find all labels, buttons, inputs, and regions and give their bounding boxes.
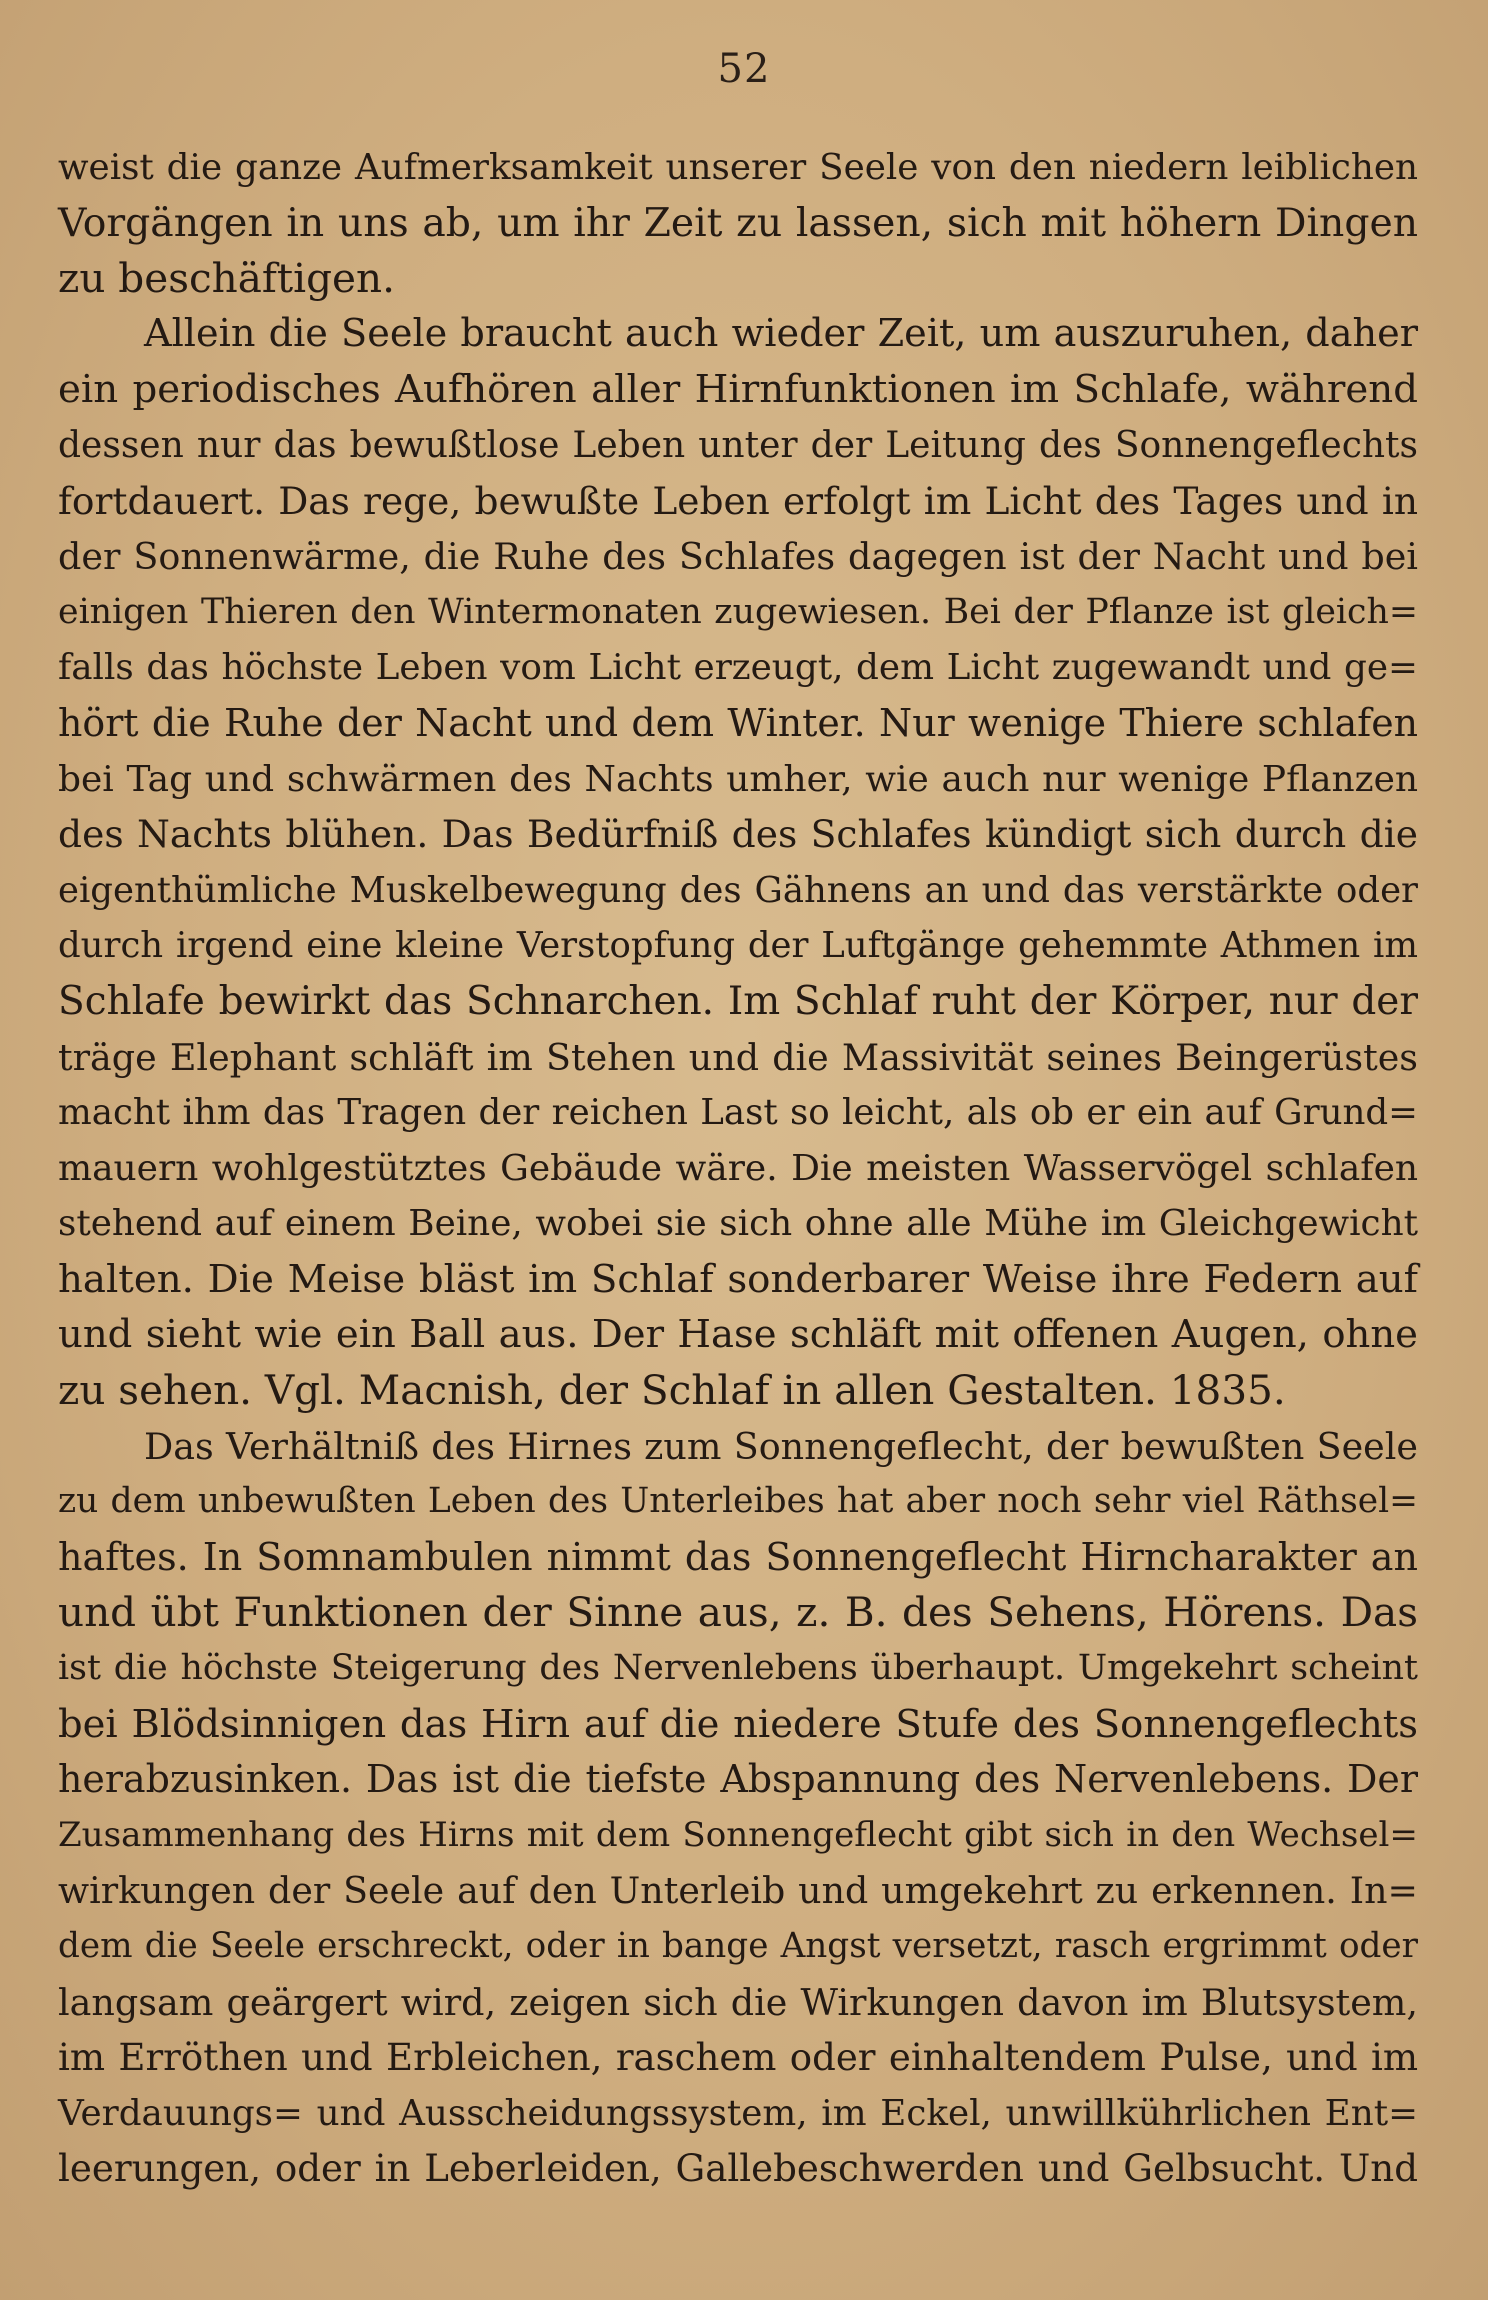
text-line: herabzusinken. Das ist die tiefste Abspannung des Nervenlebens. Der	[58, 1757, 1418, 1802]
text-line: stehend auf einem Beine, wobei sie sich ohne alle Mühe im Gleichgewicht	[58, 1203, 1418, 1245]
text-line: haftes. In Somnambulen nimmt das Sonnengeflecht Hirncharakter an	[58, 1534, 1418, 1579]
text-line: bei Tag und schwärmen des Nachts umher, wie auch nur wenige Pflanzen	[58, 758, 1418, 800]
text-line: der Sonnenwärme, die Ruhe des Schlafes dagegen ist der Nacht und bei	[58, 535, 1418, 579]
page-number: 52	[717, 46, 771, 92]
text-line: weist die ganze Aufmerksamkeit unserer Seele von den niedern leiblichen	[58, 147, 1418, 188]
text-line: halten. Die Meise bläst im Schlaf sonderbarer Weise ihre Federn auf	[58, 1256, 1418, 1302]
text-line: und übt Funktionen der Sinne aus, z. B. des Sehens, Hörens. Das	[58, 1588, 1418, 1637]
text-line: zu beschäftigen.	[58, 254, 395, 303]
text-line: hört die Ruhe der Nacht und dem Winter. Nur wenige Thiere schlafen	[58, 700, 1418, 745]
body-text	[58, 140, 1418, 2197]
text-line: falls das höchste Leben vom Licht erzeugt, dem Licht zugewandt und ge=	[58, 647, 1418, 689]
text-line: eigenthümliche Muskelbewegung des Gähnens an und das verstärkte oder	[58, 869, 1418, 911]
text-line: macht ihm das Tragen der reichen Last so leicht, als ob er ein auf Grund=	[58, 1092, 1418, 1134]
text-line: bei Blödsinnigen das Hirn auf die niedere Stufe des Sonnengeflechts	[58, 1701, 1418, 1747]
text-line: Schlafe bewirkt das Schnarchen. Im Schlaf ruht der Körper, nur der	[58, 978, 1418, 1024]
text-line: fortdauert. Das rege, bewußte Leben erfolgt im Licht des Tages und in	[58, 478, 1418, 523]
text-line: Vorgängen in uns ab, um ihr Zeit zu lassen, sich mit höhern Dingen	[58, 200, 1418, 246]
text-line: Verdauungs= und Ausscheidungssystem, im Eckel, unwillkührlichen Ent=	[58, 2092, 1418, 2134]
text-line: zu sehen. Vgl. Macnish, der Schlaf in allen Gestalten. 1835.	[58, 1366, 1286, 1415]
text-line: Zusammenhang des Hirns mit dem Sonnengeflecht gibt sich in den Wechsel=	[58, 1814, 1418, 1855]
text-line: ist die höchste Steigerung des Nervenlebens überhaupt. Umgekehrt scheint	[58, 1648, 1418, 1689]
text-line: Das Verhältniß des Hirnes zum Sonnengeflecht, der bewußten Seele	[144, 1424, 1418, 1468]
text-line: wirkungen der Seele auf den Unterleib und umgekehrt zu erkennen. In=	[58, 1869, 1418, 1913]
text-line: dessen nur das bewußtlose Leben unter der Leitung des Sonnengeflechts	[58, 424, 1418, 466]
text-line: und sieht wie ein Ball aus. Der Hase schläft mit offenen Augen, ohne	[58, 1312, 1418, 1358]
text-line: zu dem unbewußten Leben des Unterleibes hat aber noch sehr viel Räthsel=	[58, 1481, 1418, 1522]
text-line: leerungen, oder in Leberleiden, Gallebeschwerden und Gelbsucht. Und	[58, 2146, 1418, 2191]
text-line: mauern wohlgestütztes Gebäude wäre. Die meisten Wasservögel schlafen	[58, 1147, 1418, 1189]
text-line: ein periodisches Aufhören aller Hirnfunktionen im Schlafe, während	[58, 367, 1418, 413]
text-line: im Erröthen und Erbleichen, raschem oder einhaltendem Pulse, und im	[58, 2036, 1418, 2080]
text-line: dem die Seele erschreckt, oder in bange Angst versetzt, rasch ergrimmt oder	[58, 1926, 1418, 1966]
text-line: träge Elephant schläft im Stehen und die Massivität seines Beingerüstes	[58, 1035, 1418, 1079]
text-line: einigen Thieren den Wintermonaten zugewiesen. Bei der Pflanze ist gleich=	[58, 591, 1418, 632]
text-line: Allein die Seele braucht auch wieder Zeit, um auszuruhen, daher	[144, 311, 1418, 356]
text-line: durch irgend eine kleine Verstopfung der Luftgänge gehemmte Athmen im	[58, 925, 1418, 967]
text-line: langsam geärgert wird, zeigen sich die Wirkungen davon im Blutsystem,	[58, 1980, 1418, 2024]
text-line: des Nachts blühen. Das Bedürfniß des Schlafes kündigt sich durch die	[58, 812, 1418, 857]
